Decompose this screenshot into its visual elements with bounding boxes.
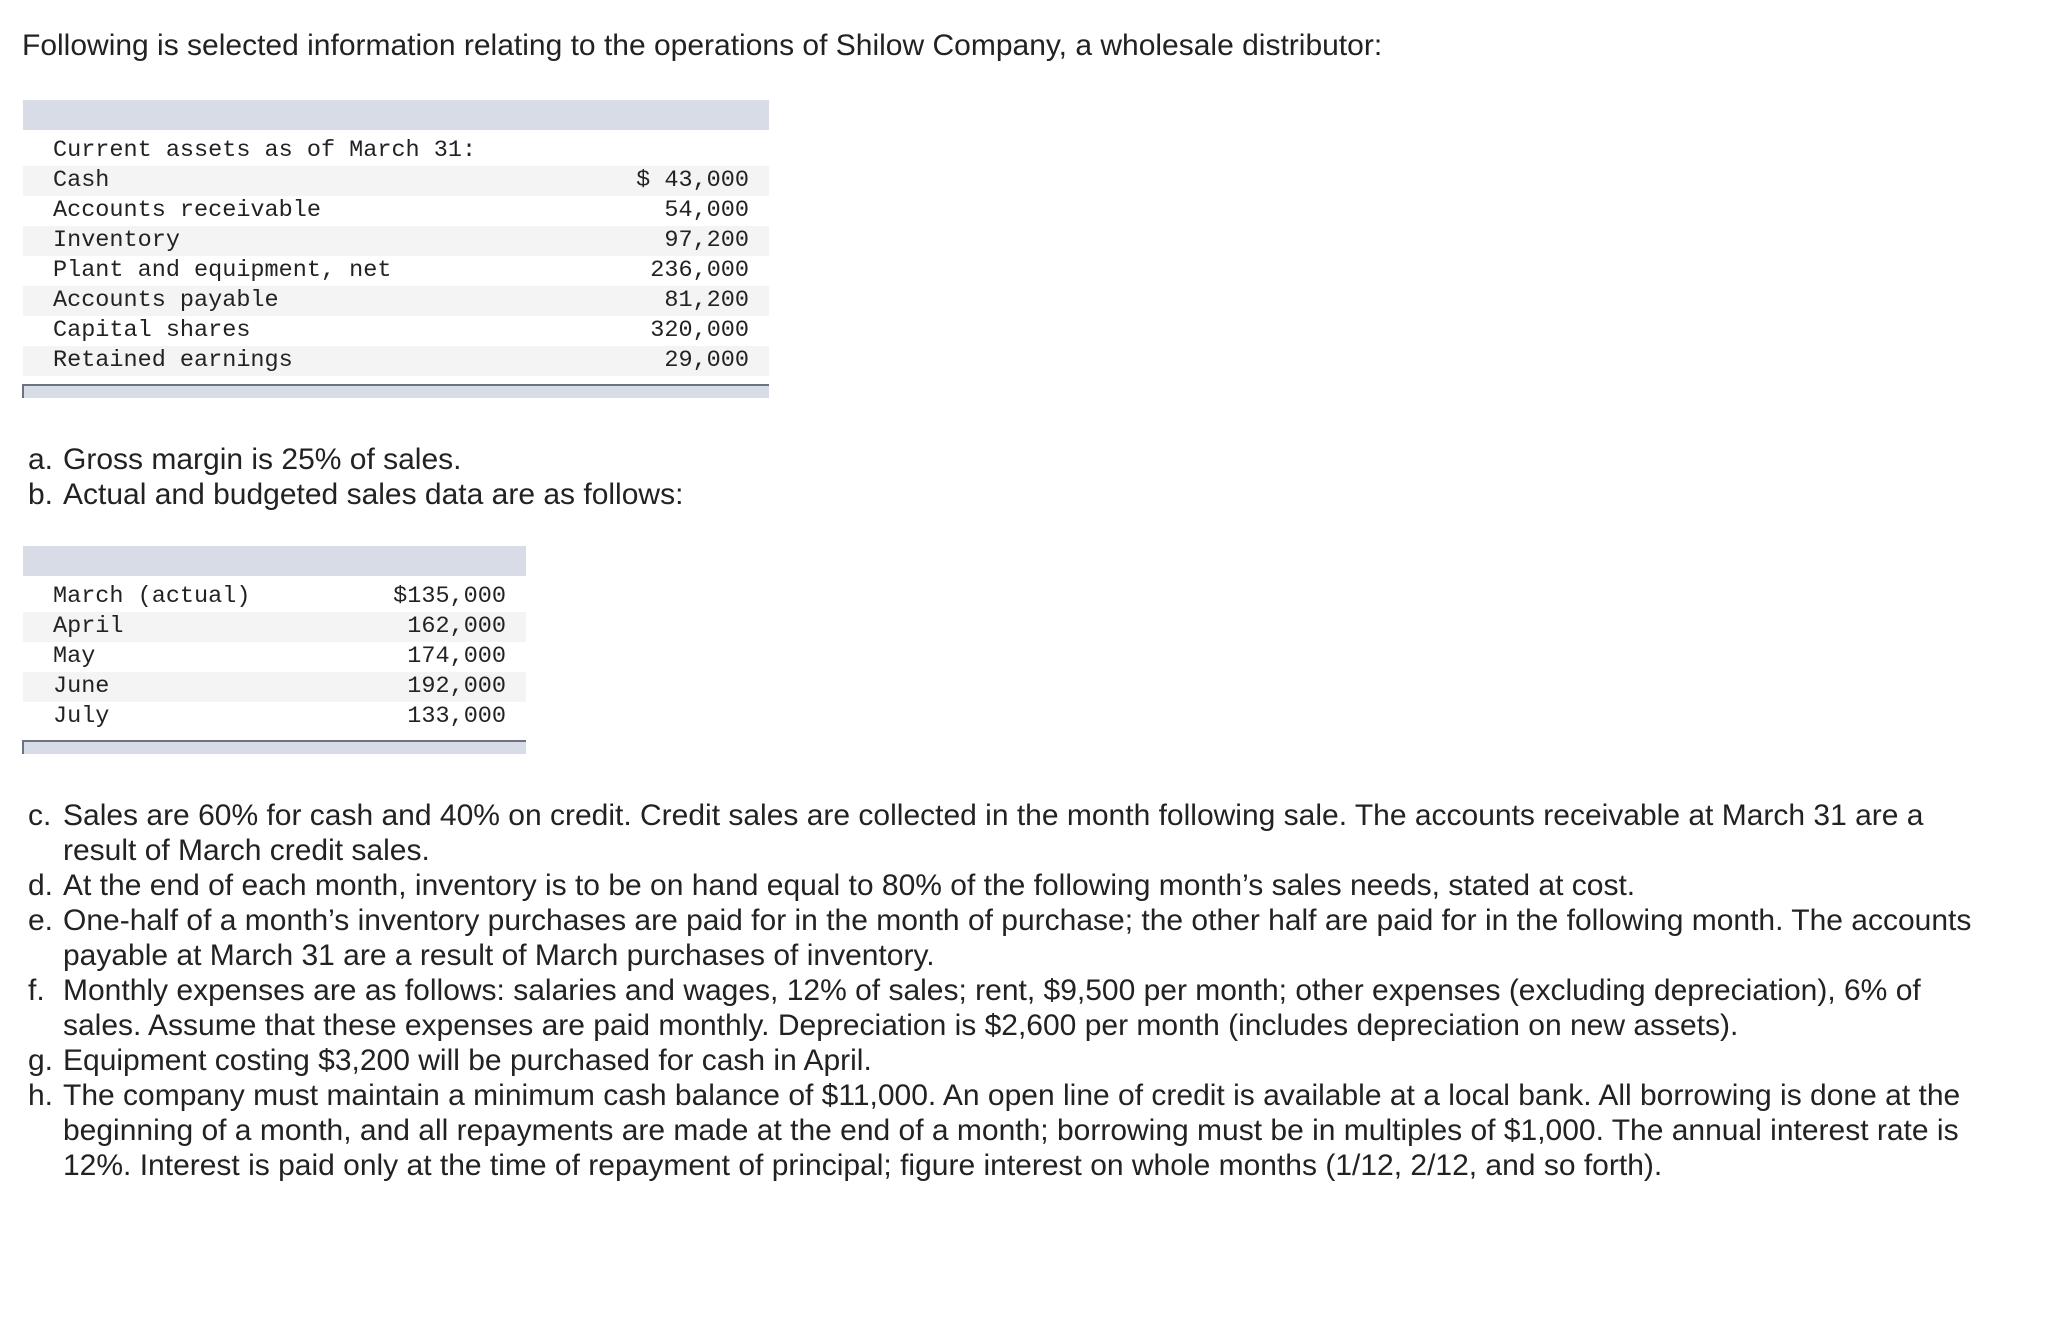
row-label: July (53, 703, 110, 730)
table-row (23, 612, 526, 642)
table-row (23, 582, 526, 612)
row-label: Cash (23, 166, 613, 196)
row-value: 29,000 (613, 346, 769, 376)
row-label: March (actual) (53, 583, 251, 610)
table-row (23, 642, 526, 672)
item-text: Actual and budgeted sales data are as follows: (63, 478, 684, 511)
table-header-band (23, 100, 769, 130)
row-value: 162,000 (373, 612, 526, 642)
row-value: 192,000 (373, 672, 526, 702)
item-letter: g. (28, 1044, 54, 1077)
list-item (28, 903, 1988, 973)
list-item (28, 868, 1988, 903)
row-label: June (23, 672, 373, 702)
table-header-band (23, 546, 526, 576)
item-text: Gross margin is 25% of sales. (63, 443, 462, 476)
list-item (28, 973, 1988, 1043)
table-row (23, 316, 769, 346)
list-item (28, 1043, 1988, 1078)
row-value: 97,200 (613, 226, 769, 256)
row-value: 133,000 (407, 703, 506, 730)
table-heading-row (23, 136, 769, 166)
row-value: 81,200 (613, 286, 769, 316)
item-letter: c. (28, 799, 52, 832)
row-value: 54,000 (664, 197, 749, 224)
table-row (23, 226, 769, 256)
notes-list-ch (28, 798, 1988, 1183)
table-row (23, 346, 769, 376)
table-row (23, 166, 769, 196)
table-row (23, 196, 769, 226)
table-footer-band (23, 741, 526, 754)
row-label: Inventory (23, 226, 613, 256)
item-letter: d. (28, 869, 54, 902)
list-item (28, 442, 1228, 477)
row-label: May (53, 643, 96, 670)
item-text: One-half of a month’s inventory purchases are paid for in the month of purchase; the other half are paid for in the following month. The accounts payable at March 31 are a result of March purchases of inventory. (63, 904, 1972, 972)
row-label: Capital shares (53, 317, 251, 344)
item-text: At the end of each month, inventory is to be on hand equal to 80% of the following month’s sales needs, stated at cost. (63, 869, 1636, 902)
current-assets-table (22, 100, 769, 398)
row-label: Accounts payable (23, 286, 613, 316)
row-label: Accounts receivable (53, 197, 321, 224)
intro-text: Following is selected information relating to the operations of Shilow Company, a wholesale distributor: (22, 29, 1383, 62)
list-item (28, 1078, 1988, 1183)
item-text: Sales are 60% for cash and 40% on credit. Credit sales are collected in the month following sale. The accounts receivable at March 31 are a result of March credit sales. (63, 799, 1924, 867)
item-text: Equipment costing $3,200 will be purchased for cash in April. (63, 1044, 872, 1077)
table-row (23, 702, 526, 732)
row-value: 236,000 (650, 257, 749, 284)
row-label: April (23, 612, 373, 642)
sales-data-table (22, 546, 526, 754)
list-item (28, 477, 1228, 512)
table-row (23, 672, 526, 702)
table-row (23, 286, 769, 316)
row-value: $ 43,000 (613, 166, 769, 196)
item-letter: h. (28, 1079, 54, 1112)
item-text: Monthly expenses are as follows: salaries and wages, 12% of sales; rent, $9,500 per month; other expenses (excluding depreciation), 6% of sales. Assume that these expenses are paid monthly. Depreciation is $2,600 per month (includes depreciation on new assets). (63, 974, 1921, 1042)
row-label: Plant and equipment, net (53, 257, 392, 284)
item-letter: b. (28, 478, 54, 511)
notes-list-ab (28, 442, 1228, 512)
table-footer-band (23, 385, 769, 398)
item-letter: a. (28, 443, 54, 476)
row-value: $135,000 (393, 583, 506, 610)
row-value: 320,000 (650, 317, 749, 344)
item-letter: e. (28, 904, 54, 937)
table-row (23, 256, 769, 286)
row-value: 174,000 (407, 643, 506, 670)
assets-heading: Current assets as of March 31: (53, 137, 477, 164)
row-label: Retained earnings (23, 346, 613, 376)
list-item (28, 798, 1988, 868)
item-text: The company must maintain a minimum cash balance of $11,000. An open line of credit is available at a local bank. All borrowing is done at the beginning of a month, and all repayments are made at the end of a month; borrowing must be in multiples of $1,000. The annual interest rate is 12%. Interest is paid only at the time of repayment of principal; figure interest on whole months (1/12, 2/12, and so forth). (63, 1079, 1961, 1182)
item-letter: f. (28, 974, 45, 1007)
